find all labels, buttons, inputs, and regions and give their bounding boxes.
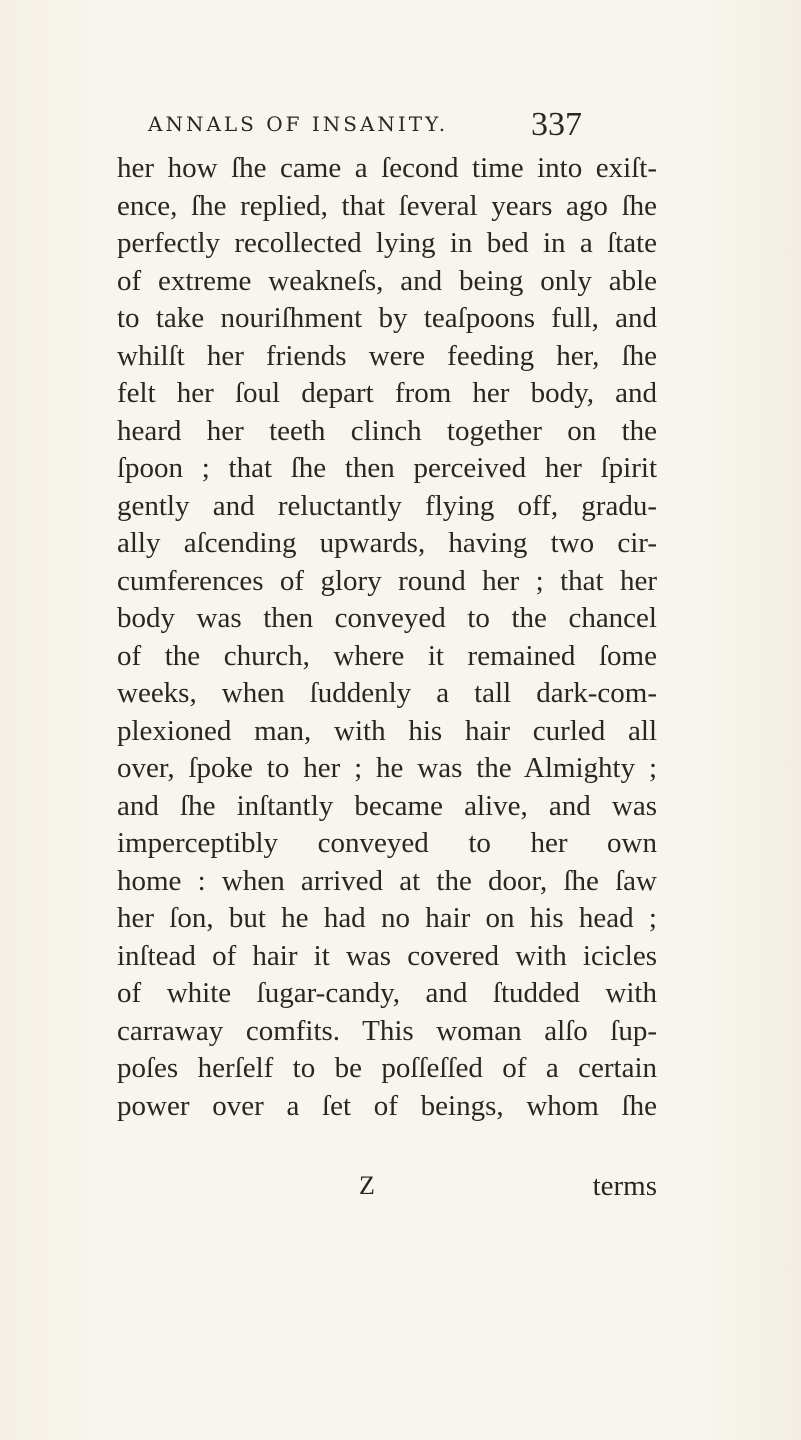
catchword: terms bbox=[592, 1170, 657, 1202]
text-line: her how ſhe came a ſecond time into exiſt- bbox=[117, 152, 657, 184]
text-line: to take nouriſhment by teaſpoons full, and bbox=[117, 302, 657, 334]
text-line: perfectly recollected lying in bed in a ſtate bbox=[117, 227, 657, 259]
text-line: and ſhe inſtantly became alive, and was bbox=[117, 789, 657, 822]
running-title: ANNALS OF INSANITY. bbox=[148, 112, 449, 136]
text-line: poſes herſelf to be poſſeſſed of a certain bbox=[117, 1052, 657, 1084]
text-line: ally aſcending upwards, having two cir- bbox=[117, 527, 657, 559]
text-line: ſpoon ; that ſhe then perceived her ſpirit bbox=[117, 452, 657, 484]
text-line: carraway comfits. This woman alſo ſup- bbox=[117, 1014, 657, 1047]
text-line: plexioned man, with his hair curled all bbox=[117, 714, 657, 747]
text-line: gently and reluctantly flying off, gradu- bbox=[117, 489, 657, 522]
text-line: her ſon, but he had no hair on his head ; bbox=[117, 902, 657, 934]
text-line: of white ſugar-candy, and ſtudded with bbox=[117, 977, 657, 1009]
text-line: home : when arrived at the door, ſhe ſaw bbox=[117, 864, 657, 897]
text-line: inſtead of hair it was covered with icicles bbox=[117, 939, 657, 972]
text-line: ence, ſhe replied, that ſeveral years ago ſhe bbox=[117, 189, 657, 222]
running-head bbox=[148, 106, 648, 146]
body-text bbox=[117, 150, 657, 1125]
text-line: of the church, where it remained ſome bbox=[117, 639, 657, 672]
text-line: heard her teeth clinch together on the bbox=[117, 414, 657, 447]
text-line: over, ſpoke to her ; he was the Almighty ; bbox=[117, 752, 657, 784]
text-line: weeks, when ſuddenly a tall dark-com- bbox=[117, 677, 657, 709]
signature-mark: Z bbox=[359, 1171, 375, 1200]
page-footer bbox=[117, 1166, 657, 1206]
text-line: imperceptibly conveyed to her own bbox=[117, 827, 657, 859]
text-line: cumferences of glory round her ; that her bbox=[117, 564, 657, 597]
page-number: 337 bbox=[531, 106, 582, 143]
text-line: of extreme weakneſs, and being only able bbox=[117, 264, 657, 297]
text-line: whilſt her friends were feeding her, ſhe bbox=[117, 339, 657, 372]
text-line: body was then conveyed to the chancel bbox=[117, 602, 657, 634]
text-line: felt her ſoul depart from her body, and bbox=[117, 377, 657, 409]
text-line: power over a ſet of beings, whom ſhe bbox=[117, 1089, 657, 1122]
